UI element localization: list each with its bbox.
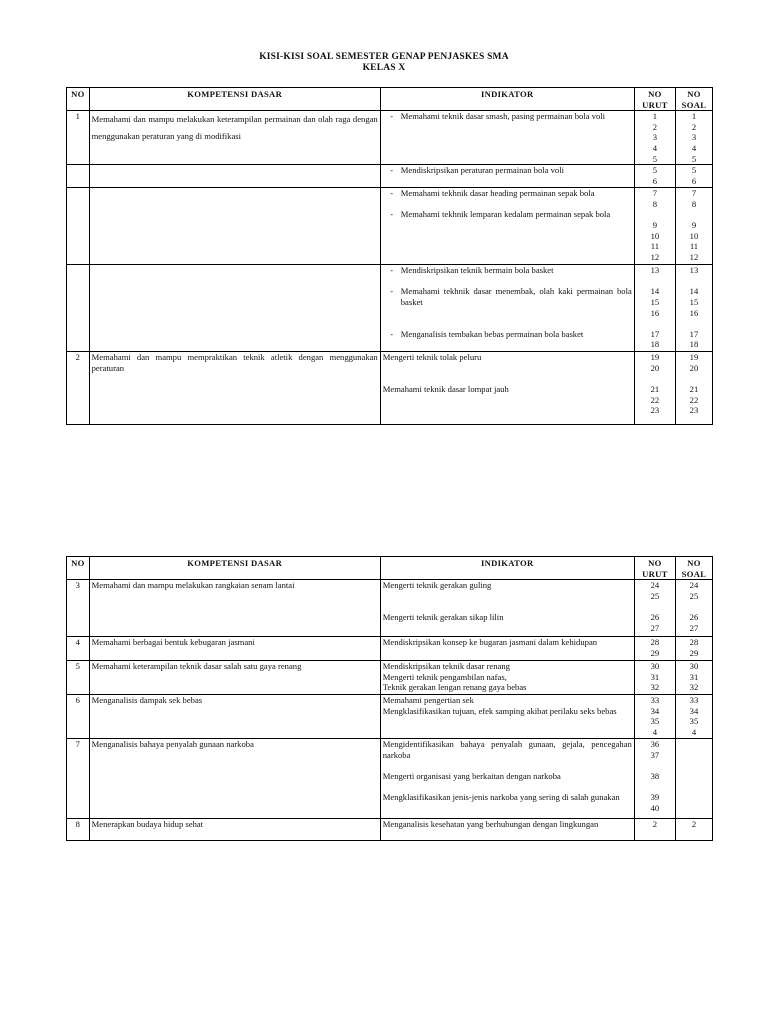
cell-no-soal <box>675 661 712 695</box>
indikator-text: Mendiskripsikan peraturan permainan bola voli <box>400 165 564 176</box>
soal-num: 22 <box>689 394 699 405</box>
cell-indikator: Mendiskripsikan konsep ke bugaran jasmani dalam kehidupan <box>380 637 634 661</box>
dash-bullet: - <box>390 165 394 176</box>
indikator-text: Mengidentifikasikan bahaya penyalah gunaan, gejala, pencegahan narkoba <box>382 739 632 760</box>
cell-kompetensi <box>89 165 380 188</box>
cell-no-urut: 2 <box>634 819 675 841</box>
cell-indikator <box>380 661 634 695</box>
kisi-table-1 <box>66 87 713 425</box>
indikator-text: Mengerti teknik gerakan guling <box>382 580 492 591</box>
cell-no-soal <box>675 111 712 165</box>
urut-num: 8 <box>652 198 658 209</box>
cell-indikator <box>380 580 634 637</box>
urut-num: 11 <box>650 241 660 252</box>
indikator-text: Mengklasifikasikan tujuan, efek samping akibat perilaku seks bebas <box>382 705 617 716</box>
soal-num: 13 <box>689 265 699 276</box>
urut-num: 30 <box>650 661 660 672</box>
cell-no: 5 <box>67 661 90 695</box>
soal-num: 10 <box>689 230 699 241</box>
soal-num: 26 <box>689 611 699 622</box>
spacer <box>678 373 710 384</box>
cell-no-urut <box>634 265 675 352</box>
soal-num: 5 <box>691 153 697 164</box>
cell-no-soal <box>675 352 712 425</box>
soal-num: 32 <box>689 682 699 693</box>
urut-num: 17 <box>650 328 660 339</box>
soal-num: 2 <box>691 121 697 132</box>
cell-no-soal <box>675 695 712 739</box>
soal-num: 19 <box>689 352 699 363</box>
spacer <box>637 601 673 612</box>
urut-num: 26 <box>650 611 660 622</box>
header-no: NO <box>67 88 90 111</box>
urut-num: 2 <box>652 121 658 132</box>
urut-num: 34 <box>650 705 660 716</box>
indikator-text: Memahami tekhnik dasar menembak, olah kaki permainan bola basket <box>400 286 632 307</box>
soal-num: 31 <box>689 671 699 682</box>
indikator-text: Menganalisis tembakan bebas permainan bola basket <box>400 328 584 339</box>
table-row <box>67 661 713 695</box>
header-kompetensi-dasar: KOMPETENSI DASAR <box>89 88 380 111</box>
indikator-text: Mengerti teknik pengambilan nafas, <box>382 671 507 682</box>
table-header-row <box>67 88 713 111</box>
cell-no-soal <box>675 165 712 188</box>
soal-num: 5 <box>691 165 697 176</box>
soal-num: 23 <box>689 405 699 416</box>
header-indikator: INDIKATOR <box>380 557 634 580</box>
kisi-table-2 <box>66 556 713 841</box>
soal-num: 12 <box>689 251 699 262</box>
urut-num: 28 <box>650 637 660 648</box>
indikator-item <box>383 209 632 220</box>
cell-no-urut <box>634 165 675 188</box>
cell-kompetensi: Menganalisis bahaya penyalah gunaan narkoba <box>89 739 380 819</box>
dash-bullet: - <box>390 111 394 122</box>
soal-num: 15 <box>689 296 699 307</box>
urut-num: 37 <box>650 749 660 760</box>
soal-num: 9 <box>691 219 697 230</box>
cell-kompetensi: Menerapkan budaya hidup sehat <box>89 819 380 841</box>
urut-num: 22 <box>650 394 660 405</box>
spacer <box>637 760 673 771</box>
urut-num: 13 <box>650 265 660 276</box>
soal-num: 28 <box>689 637 699 648</box>
spacer <box>637 782 673 793</box>
spacer <box>678 276 710 287</box>
urut-num: 4 <box>652 726 658 737</box>
spacer <box>383 276 632 287</box>
indikator-text: Memahami pengertian sek <box>382 695 474 706</box>
urut-num: 39 <box>650 792 660 803</box>
dash-bullet: - <box>390 286 394 297</box>
header-no-soal: NO SOAL <box>675 557 712 580</box>
header-no-urut: NO URUT <box>634 88 675 111</box>
urut-num: 5 <box>652 165 658 176</box>
soal-num: 35 <box>689 716 699 727</box>
indikator-item <box>383 329 632 340</box>
table-header-row <box>67 557 713 580</box>
indikator-text: Mendiskripsikan teknik bermain bola basket <box>400 265 554 276</box>
cell-kompetensi: Memahami dan mampu melakukan rangkaian senam lantai <box>89 580 380 637</box>
soal-num: 18 <box>689 339 699 350</box>
indikator-item <box>383 188 632 199</box>
urut-num: 14 <box>650 286 660 297</box>
cell-no-urut <box>634 580 675 637</box>
cell-indikator <box>380 265 634 352</box>
spacer <box>383 308 632 329</box>
soal-num: 8 <box>691 198 697 209</box>
indikator-text: Teknik gerakan lengan renang gaya bebas <box>382 682 527 693</box>
cell-no: 8 <box>67 819 90 841</box>
soal-num: 16 <box>689 307 699 318</box>
cell-no: 7 <box>67 739 90 819</box>
cell-no-urut <box>634 695 675 739</box>
spacer <box>383 591 632 612</box>
soal-num: 33 <box>689 695 699 706</box>
urut-num: 31 <box>650 671 660 682</box>
urut-num: 32 <box>650 682 660 693</box>
urut-num: 24 <box>650 580 660 591</box>
urut-num: 10 <box>650 230 660 241</box>
indikator-item <box>383 286 632 307</box>
indikator-text: Memahami tekhnik lemparan kedalam permainan sepak bola <box>400 209 611 220</box>
cell-no <box>67 165 90 188</box>
urut-num: 33 <box>650 695 660 706</box>
cell-no-urut <box>634 661 675 695</box>
urut-num: 29 <box>650 647 660 658</box>
document-subtitle: KELAS X <box>362 63 406 73</box>
cell-no-urut <box>634 188 675 265</box>
header-kompetensi-dasar: KOMPETENSI DASAR <box>89 557 380 580</box>
soal-num: 25 <box>689 590 699 601</box>
indikator-text: Memahami teknik dasar smash, pasing permainan bola voli <box>400 111 606 122</box>
cell-kompetensi: Memahami berbagai bentuk kebugaran jasmani <box>89 637 380 661</box>
cell-no-urut <box>634 352 675 425</box>
header-indikator: INDIKATOR <box>380 88 634 111</box>
urut-num: 1 <box>652 111 658 122</box>
cell-no: 1 <box>67 111 90 165</box>
dash-bullet: - <box>390 265 394 276</box>
cell-no-urut <box>634 739 675 819</box>
soal-num: 4 <box>691 142 697 153</box>
indikator-text: Mengerti teknik tolak peluru <box>382 352 482 363</box>
urut-num: 9 <box>652 219 658 230</box>
urut-num: 15 <box>650 296 660 307</box>
cell-no: 3 <box>67 580 90 637</box>
cell-no-soal <box>675 188 712 265</box>
table-row <box>67 580 713 637</box>
spacer <box>637 373 673 384</box>
spacer <box>637 318 673 329</box>
urut-num: 35 <box>650 716 660 727</box>
cell-indikator <box>380 352 634 425</box>
table-row <box>67 265 713 352</box>
header-no-urut: NO URUT <box>634 557 675 580</box>
cell-no-soal <box>675 265 712 352</box>
urut-num: 18 <box>650 339 660 350</box>
cell-indikator: Menganalisis kesehatan yang berhubungan dengan lingkungan <box>380 819 634 841</box>
cell-kompetensi: Menganalisis dampak sek bebas <box>89 695 380 739</box>
table-row <box>67 739 713 819</box>
soal-num: 11 <box>689 241 699 252</box>
cell-no: 6 <box>67 695 90 739</box>
table-row <box>67 352 713 425</box>
soal-num: 7 <box>691 188 697 199</box>
urut-num: 20 <box>650 362 660 373</box>
cell-no-soal <box>675 739 712 819</box>
cell-indikator <box>380 165 634 188</box>
indikator-text: Mengklasifikasikan jenis-jenis narkoba yang sering di salah gunakan <box>382 792 620 803</box>
soal-num: 34 <box>689 705 699 716</box>
cell-no-urut <box>634 111 675 165</box>
table-row <box>67 819 713 841</box>
spacer <box>637 209 673 220</box>
spacer <box>383 363 632 384</box>
spacer <box>678 318 710 329</box>
indikator-item <box>383 111 632 122</box>
dash-bullet: - <box>390 188 394 199</box>
urut-num: 16 <box>650 307 660 318</box>
cell-kompetensi: Memahami keterampilan teknik dasar salah satu gaya renang <box>89 661 380 695</box>
soal-num: 30 <box>689 661 699 672</box>
soal-num: 27 <box>689 622 699 633</box>
indikator-text: Mengerti organisasi yang berkaitan dengan narkoba <box>382 770 561 781</box>
urut-num: 27 <box>650 622 660 633</box>
indikator-text: Memahami tekhnik dasar heading permainan sepak bola <box>400 188 595 199</box>
urut-num: 6 <box>652 175 658 186</box>
table-row <box>67 637 713 661</box>
dash-bullet: - <box>390 209 394 220</box>
kd-text: Memahami dan mampu melakukan keterampilan permainan dan olah raga dengan menggunakan peraturan yang di modifikasi <box>91 114 378 142</box>
urut-num: 5 <box>652 153 658 164</box>
cell-no <box>67 188 90 265</box>
dash-bullet: - <box>390 328 394 339</box>
spacer <box>678 601 710 612</box>
table-row <box>67 111 713 165</box>
cell-kompetensi <box>89 111 380 165</box>
soal-num: 29 <box>689 647 699 658</box>
cell-kompetensi <box>89 265 380 352</box>
soal-num: 20 <box>689 362 699 373</box>
cell-kompetensi: Memahami dan mampu mempraktikan teknik atletik dengan menggunakan peraturan <box>89 352 380 425</box>
cell-indikator <box>380 111 634 165</box>
soal-num: 6 <box>691 175 697 186</box>
cell-indikator <box>380 188 634 265</box>
soal-num: 21 <box>689 383 699 394</box>
urut-num: 25 <box>650 590 660 601</box>
spacer <box>383 782 632 793</box>
urut-num: 36 <box>650 739 660 750</box>
table-row <box>67 165 713 188</box>
cell-no-soal <box>675 580 712 637</box>
urut-num: 4 <box>652 142 658 153</box>
cell-no-soal: 2 <box>675 819 712 841</box>
soal-num: 4 <box>691 726 697 737</box>
soal-num: 1 <box>691 111 697 122</box>
indikator-text: Mengerti teknik gerakan sikap lilin <box>382 611 504 622</box>
spacer <box>383 199 632 210</box>
cell-no <box>67 265 90 352</box>
cell-no: 4 <box>67 637 90 661</box>
indikator-text: Mendiskripsikan teknik dasar renang <box>382 661 510 672</box>
spacer <box>678 209 710 220</box>
urut-num: 7 <box>652 188 658 199</box>
urut-num: 3 <box>652 132 658 143</box>
urut-num: 40 <box>650 802 660 813</box>
table-row <box>67 695 713 739</box>
header-no-soal: NO SOAL <box>675 88 712 111</box>
cell-kompetensi <box>89 188 380 265</box>
urut-num: 38 <box>650 770 660 781</box>
cell-no: 2 <box>67 352 90 425</box>
soal-num: 17 <box>689 328 699 339</box>
indikator-text: Memahami teknik dasar lompat jauh <box>382 383 509 394</box>
urut-num: 12 <box>650 251 660 262</box>
cell-indikator <box>380 739 634 819</box>
spacer <box>637 276 673 287</box>
cell-no-urut <box>634 637 675 661</box>
urut-num: 21 <box>650 383 660 394</box>
soal-num: 3 <box>691 132 697 143</box>
indikator-item <box>383 165 632 176</box>
indikator-item <box>383 265 632 276</box>
table-row <box>67 188 713 265</box>
urut-num: 19 <box>650 352 660 363</box>
cell-indikator <box>380 695 634 739</box>
urut-num: 23 <box>650 405 660 416</box>
cell-no-soal <box>675 637 712 661</box>
document-title: KISI-KISI SOAL SEMESTER GENAP PENJASKES SMA <box>259 52 509 62</box>
spacer <box>383 760 632 771</box>
soal-num: 24 <box>689 580 699 591</box>
soal-num: 14 <box>689 286 699 297</box>
header-no: NO <box>67 557 90 580</box>
